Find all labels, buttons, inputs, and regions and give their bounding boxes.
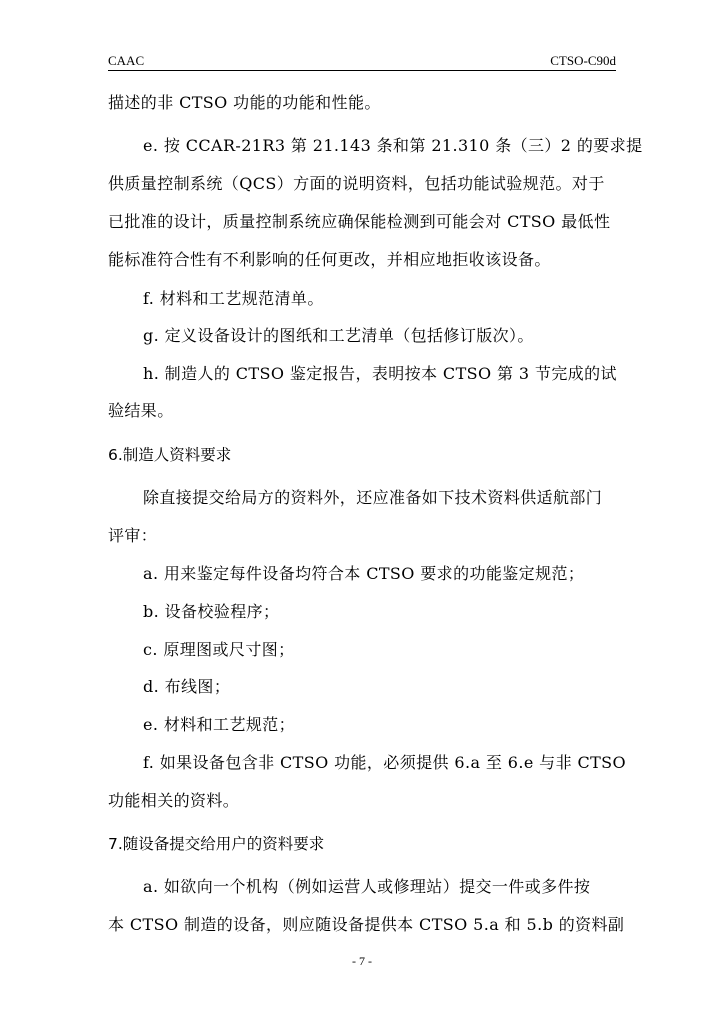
list-item-b: b. 设备校验程序； [143, 602, 280, 621]
section-heading-6: 6.制造人资料要求 [108, 446, 232, 464]
list-item-h: h. 制造人的 CTSO 鉴定报告，表明按本 CTSO 第 3 节完成的试 [143, 364, 617, 383]
header-doc-id: CTSO-C90d [550, 53, 616, 68]
list-item-a: a. 用来鉴定每件设备均符合本 CTSO 要求的功能鉴定规范； [143, 564, 585, 583]
page-number: - 7 - [352, 954, 372, 968]
paragraph-line: 功能相关的资料。 [108, 791, 240, 810]
header-org: CAAC [108, 53, 145, 68]
page-header [108, 50, 616, 71]
list-item-a: a. 如欲向一个机构（例如运营人或修理站）提交一件或多件按 [143, 877, 591, 896]
list-item-g: g. 定义设备设计的图纸和工艺清单（包括修订版次）。 [143, 326, 534, 345]
paragraph-line: 能标准符合性有不利影响的任何更改，并相应地拒收该设备。 [108, 250, 551, 269]
paragraph-line: 除直接提交给局方的资料外，还应准备如下技术资料供适航部门 [143, 488, 603, 507]
paragraph-line: 供质量控制系统（QCS）方面的说明资料，包括功能试验规范。对于 [108, 174, 605, 193]
list-item-c: c. 原理图或尺寸图； [143, 640, 295, 659]
section-heading-7: 7.随设备提交给用户的资料要求 [108, 835, 325, 853]
paragraph-line: 描述的非 CTSO 功能的功能和性能。 [108, 93, 381, 112]
paragraph-line: 验结果。 [108, 401, 174, 420]
paragraph-line: 评审： [108, 526, 158, 545]
list-item-f: f. 如果设备包含非 CTSO 功能，必须提供 6.a 至 6.e 与非 CTSO [143, 753, 627, 772]
list-item-e: e. 按 CCAR-21R3 第 21.143 条和第 21.310 条（三）2 的要求提 [143, 136, 643, 155]
paragraph-line: 本 CTSO 制造的设备，则应随设备提供本 CTSO 5.a 和 5.b 的资料副 [108, 915, 625, 934]
paragraph-line: 已批准的设计，质量控制系统应确保能检测到可能会对 CTSO 最低性 [108, 212, 611, 231]
list-item-d: d. 布线图； [143, 677, 231, 696]
list-item-e: e. 材料和工艺规范； [143, 715, 296, 734]
list-item-f: f. 材料和工艺规范清单。 [143, 289, 324, 308]
